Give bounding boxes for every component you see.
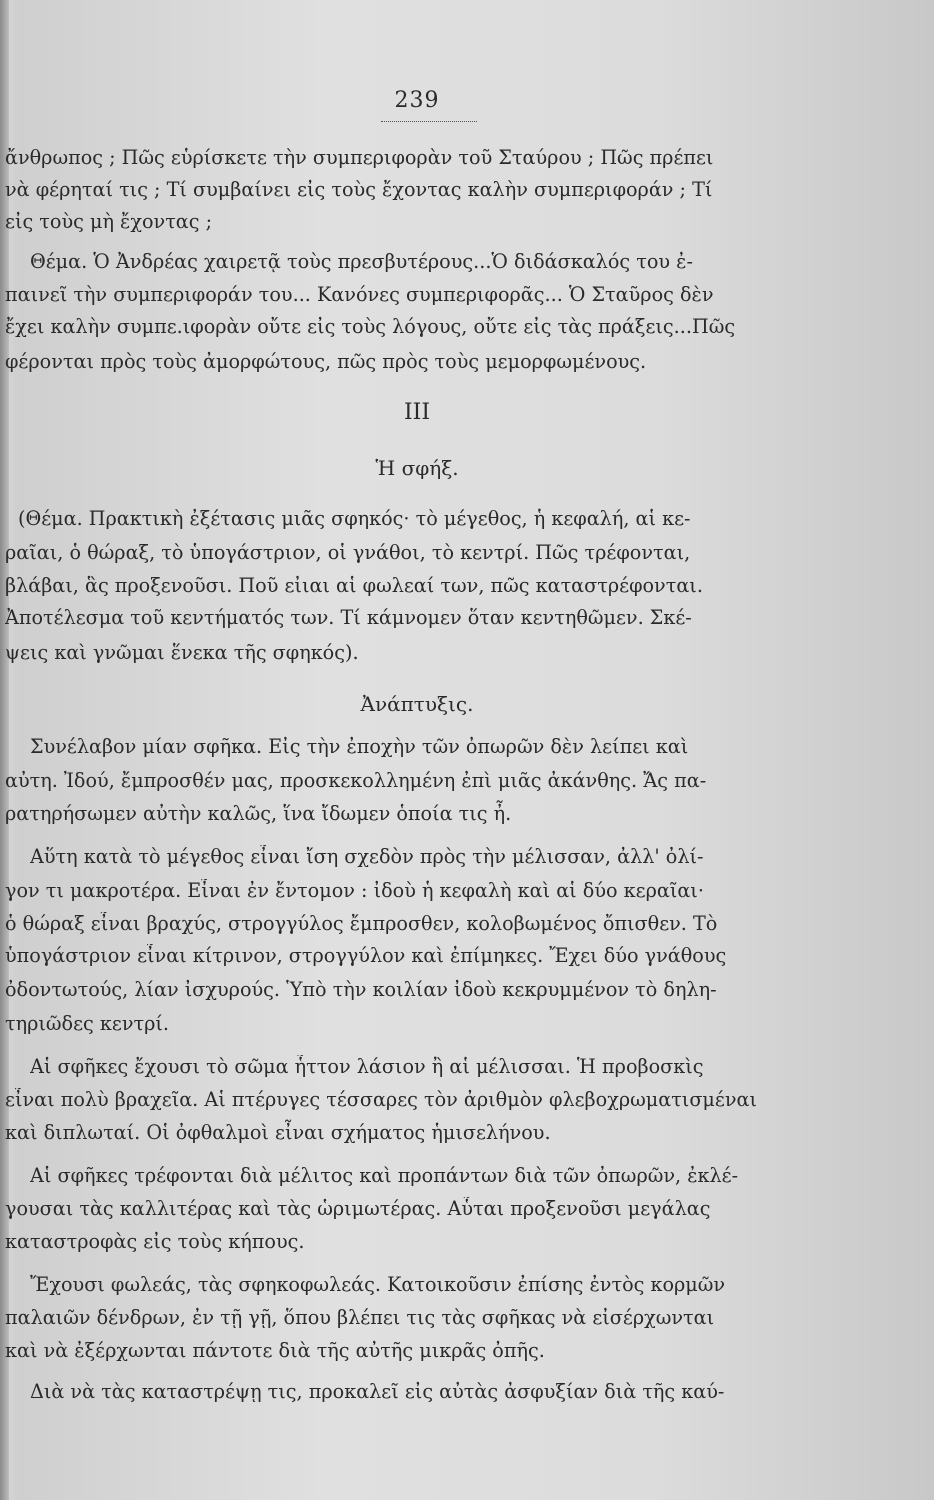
text-line: γον τι μακροτέρα. Εἶναι ἐν ἔντομον : ἰδοὺ ἡ κεφαλὴ καὶ αἱ δύο κεραῖαι· (5, 879, 704, 902)
text-line: Διὰ νὰ τὰς καταστρέψῃ τις, προκαλεῖ εἰς αὐτὰς ἀσφυξίαν διὰ τῆς καύ- (30, 1380, 725, 1403)
text-line: φέρονται πρὸς τοὺς ἀμορφώτους, πῶς πρὸς τοὺς μεμορφωμένους. (5, 350, 647, 373)
text-line: ὑπογάστριον εἶναι κίτρινον, στρογγύλον καὶ ἐπίμηκες. Ἔχει δύο γνάθους (5, 944, 727, 967)
text-line: (Θέμα. Πρακτικὴ ἐξέτασις μιᾶς σφηκός· τὸ μέγεθος, ἡ κεφαλή, αἱ κε- (18, 507, 691, 530)
development-title: Ἀνάπτυξις. (360, 692, 474, 716)
text-line: νὰ φέρηταί τις ; Τί συμβαίνει εἰς τοὺς ἔχοντας καλὴν συμπεριφοράν ; Τί (5, 178, 713, 201)
text-line: ψεις καὶ γνῶμαι ἕνεκα τῆς σφηκός). (5, 641, 359, 664)
text-line: παινεῖ τὴν συμπεριφοράν του... Κανόνες συμπεριφορᾶς... Ὁ Σταῦρος δὲν (5, 283, 714, 306)
text-line: παλαιῶν δένδρων, ἐν τῇ γῇ, ὅπου βλέπει τις τὰς σφῆκας νὰ εἰσέρχωνται (5, 1306, 715, 1329)
page-number-rule (381, 121, 477, 122)
text-line: εἶναι πολὺ βραχεῖα. Αἱ πτέρυγες τέσσαρες τὸν ἀριθμὸν φλεβοχρωματισμέναι (5, 1088, 757, 1111)
text-line: ἔχει καλὴν συμπε.ιφορὰν οὔτε εἰς τοὺς λόγους, οὔτε εἰς τὰς πράξεις...Πῶς (5, 315, 736, 338)
text-line: ὀδοντωτούς, λίαν ἰσχυρούς. Ὑπὸ τὴν κοιλίαν ἰδοὺ κεκρυμμένον τὸ δηλη- (5, 978, 717, 1001)
text-line: Ἔχουσι φωλεάς, τὰς σφηκοφωλεάς. Κατοικοῦσιν ἐπίσης ἐντὸς κορμῶν (30, 1273, 726, 1296)
text-line: ραῖαι, ὁ θώραξ, τὸ ὑπογάστριον, οἱ γνάθοι, τὸ κεντρί. Πῶς τρέφονται, (5, 541, 691, 564)
text-line: Αὕτη κατὰ τὸ μέγεθος εἶναι ἴση σχεδὸν πρὸς τὴν μέλισσαν, ἀλλ' ὀλί- (30, 845, 704, 868)
text-line: Αἱ σφῆκες ἔχουσι τὸ σῶμα ἧττον λάσιον ἢ αἱ μέλισσαι. Ἡ προβοσκὶς (30, 1055, 704, 1078)
text-line: ἄνθρωπος ; Πῶς εὑρίσκετε τὴν συμπεριφορὰν τοῦ Σταύρου ; Πῶς πρέπει (5, 146, 714, 169)
section-title: Ἡ σφήξ. (375, 456, 459, 480)
text-line: τηριῶδες κεντρί. (5, 1012, 170, 1035)
text-line: Ἀποτέλεσμα τοῦ κεντήματός των. Τί κάμνομεν ὅταν κεντηθῶμεν. Σκέ- (5, 606, 692, 629)
text-line: ρατηρήσωμεν αὐτὴν καλῶς, ἵνα ἴδωμεν ὁποία τις ἦ. (5, 802, 512, 825)
text-line: ὁ θώραξ εἶναι βραχύς, στρογγύλος ἔμπροσθεν, κολοβωμένος ὄπισθεν. Τὸ (5, 912, 718, 935)
section-number: III (403, 400, 431, 425)
text-line: γουσαι τὰς καλλιτέρας καὶ τὰς ὡριμωτέρας. Αὗται προξενοῦσι μεγάλας (5, 1197, 711, 1220)
text-line: Θέμα. Ὁ Ἀνδρέας χαιρετᾷ τοὺς πρεσβυτέρους...Ὁ διδάσκαλός του ἐ- (30, 250, 693, 273)
text-line: καὶ διπλωταί. Οἱ ὀφθαλμοὶ εἶναι σχήματος ἡμισελήνου. (5, 1121, 551, 1144)
text-line: βλάβαι, ἃς προξενοῦσι. Ποῦ εἰιαι αἱ φωλεαί των, πῶς καταστρέφονται. (5, 574, 703, 597)
text-line: Αἱ σφῆκες τρέφονται διὰ μέλιτος καὶ προπάντων διὰ τῶν ὀπωρῶν, ἐκλέ- (30, 1164, 739, 1187)
text-line: αὐτη. Ἰδού, ἔμπροσθέν μας, προσκεκολλημένη ἐπὶ μιᾶς ἀκάνθης. Ἄς πα- (5, 769, 707, 792)
text-line: Συνέλαβον μίαν σφῆκα. Εἰς τὴν ἐποχὴν τῶν ὀπωρῶν δὲν λείπει καὶ (30, 735, 689, 758)
text-line: εἰς τοὺς μὴ ἔχοντας ; (5, 210, 213, 233)
page-number: 239 (394, 88, 440, 113)
text-line: καὶ νὰ ἐξέρχωνται πάντοτε διὰ τῆς αὐτῆς μικρᾶς ὀπῆς. (5, 1339, 545, 1362)
text-line: καταστροφὰς εἰς τοὺς κήπους. (5, 1230, 305, 1253)
